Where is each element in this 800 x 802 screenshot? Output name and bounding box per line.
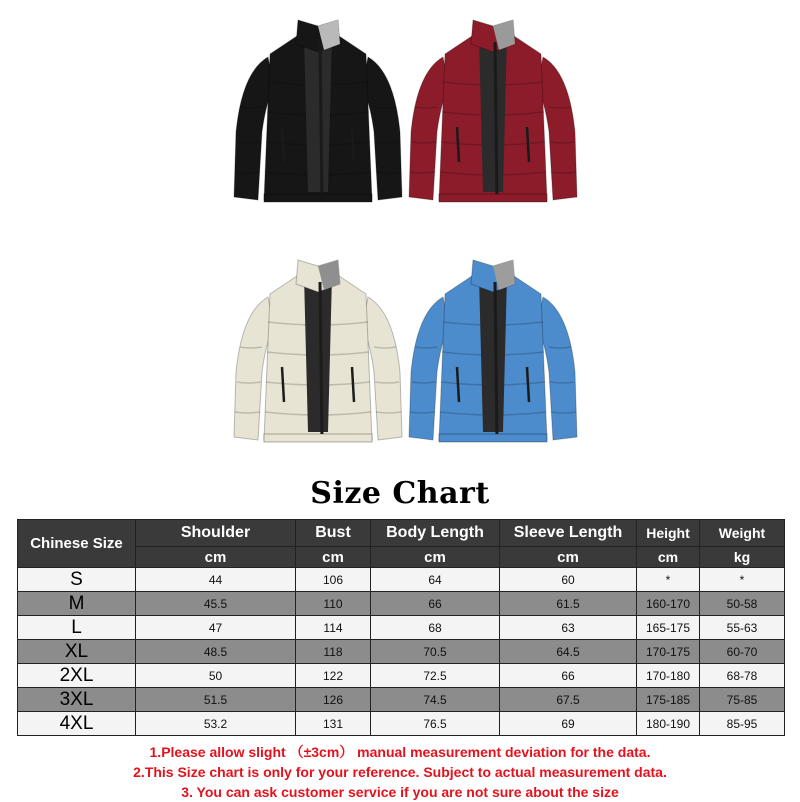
cell-body-length: 68 <box>371 616 500 640</box>
cell-body-length: 66 <box>371 592 500 616</box>
table-row-l <box>18 616 785 640</box>
cell-height: 165-175 <box>637 616 700 640</box>
size-label: 2XL <box>18 664 136 688</box>
cell-shoulder: 50 <box>136 664 296 688</box>
header-bust: Bust <box>296 520 371 547</box>
cell-sleeve-length: 61.5 <box>500 592 637 616</box>
unit-shoulder: cm <box>136 547 296 568</box>
cell-weight: 55-63 <box>700 616 785 640</box>
cell-height: 170-175 <box>637 640 700 664</box>
header-shoulder: Shoulder <box>136 520 296 547</box>
cell-weight: * <box>700 568 785 592</box>
cell-shoulder: 44 <box>136 568 296 592</box>
cell-weight: 85-95 <box>700 712 785 736</box>
cell-shoulder: 48.5 <box>136 640 296 664</box>
cell-sleeve-length: 66 <box>500 664 637 688</box>
size-label: 4XL <box>18 712 136 736</box>
unit-body-length: cm <box>371 547 500 568</box>
cell-body-length: 64 <box>371 568 500 592</box>
cell-height: 170-180 <box>637 664 700 688</box>
cell-body-length: 72.5 <box>371 664 500 688</box>
cell-bust: 126 <box>296 688 371 712</box>
jacket-illustration <box>228 252 408 452</box>
cell-bust: 122 <box>296 664 371 688</box>
cell-bust: 131 <box>296 712 371 736</box>
cell-sleeve-length: 67.5 <box>500 688 637 712</box>
jacket-image-cream <box>228 252 408 452</box>
header-row-names <box>18 520 785 547</box>
cell-shoulder: 51.5 <box>136 688 296 712</box>
cell-height: * <box>637 568 700 592</box>
cell-sleeve-length: 63 <box>500 616 637 640</box>
unit-weight: kg <box>700 547 785 568</box>
cell-height: 160-170 <box>637 592 700 616</box>
cell-height: 180-190 <box>637 712 700 736</box>
header-body-length: Body Length <box>371 520 500 547</box>
jacket-image-blue <box>403 252 583 452</box>
table-row-m <box>18 592 785 616</box>
cell-shoulder: 53.2 <box>136 712 296 736</box>
table-row-2xl <box>18 664 785 688</box>
size-notes <box>0 742 800 802</box>
unit-height: cm <box>637 547 700 568</box>
cell-bust: 110 <box>296 592 371 616</box>
header-sleeve-length: Sleeve Length <box>500 520 637 547</box>
cell-body-length: 70.5 <box>371 640 500 664</box>
note-3: 3. You can ask customer service if you are not sure about the size <box>181 784 619 800</box>
cell-weight: 75-85 <box>700 688 785 712</box>
cell-sleeve-length: 64.5 <box>500 640 637 664</box>
cell-shoulder: 47 <box>136 616 296 640</box>
cell-bust: 114 <box>296 616 371 640</box>
jacket-image-black <box>228 12 408 212</box>
cell-body-length: 74.5 <box>371 688 500 712</box>
jacket-illustration <box>403 252 583 452</box>
size-label: S <box>18 568 136 592</box>
jacket-illustration <box>403 12 583 212</box>
note-2: 2.This Size chart is only for your reference. Subject to actual measurement data. <box>133 764 667 780</box>
header-chinese-size: Chinese Size <box>18 520 136 568</box>
cell-weight: 68-78 <box>700 664 785 688</box>
cell-shoulder: 45.5 <box>136 592 296 616</box>
cell-height: 175-185 <box>637 688 700 712</box>
unit-bust: cm <box>296 547 371 568</box>
size-label: L <box>18 616 136 640</box>
cell-bust: 118 <box>296 640 371 664</box>
cell-weight: 50-58 <box>700 592 785 616</box>
unit-sleeve-length: cm <box>500 547 637 568</box>
cell-bust: 106 <box>296 568 371 592</box>
header-height: Height <box>637 520 700 547</box>
table-row-s <box>18 568 785 592</box>
size-chart-table <box>17 519 785 736</box>
cell-body-length: 76.5 <box>371 712 500 736</box>
cell-sleeve-length: 69 <box>500 712 637 736</box>
size-chart-title: Size Chart <box>310 476 490 511</box>
table-row-xl <box>18 640 785 664</box>
size-label: XL <box>18 640 136 664</box>
note-1: 1.Please allow slight （±3cm） manual measurement deviation for the data. <box>149 744 651 760</box>
jacket-image-red <box>403 12 583 212</box>
cell-weight: 60-70 <box>700 640 785 664</box>
header-weight: Weight <box>700 520 785 547</box>
size-label: 3XL <box>18 688 136 712</box>
size-label: M <box>18 592 136 616</box>
jacket-illustration <box>228 12 408 212</box>
cell-sleeve-length: 60 <box>500 568 637 592</box>
table-row-3xl <box>18 688 785 712</box>
table-row-4xl <box>18 712 785 736</box>
